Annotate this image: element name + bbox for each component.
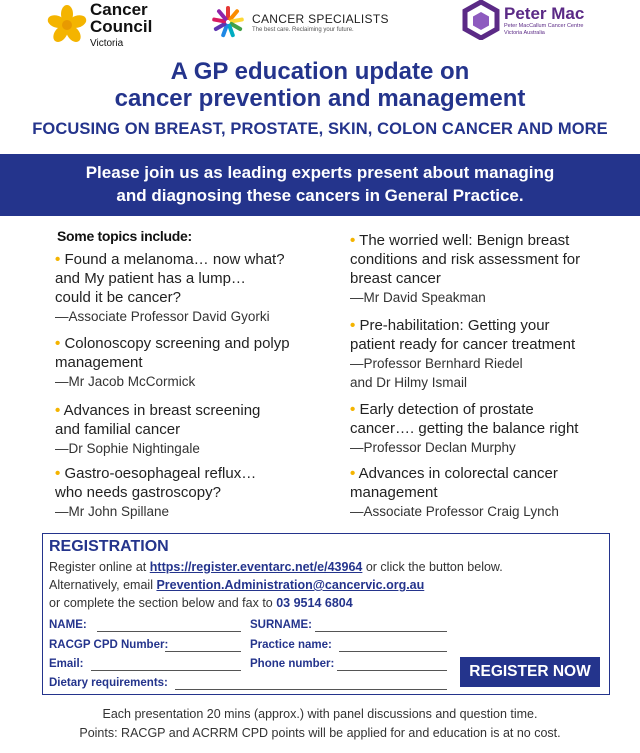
footer-line2: Points: RACGP and ACRRM CPD points will be applied for and education is at no cost. (79, 726, 561, 740)
cancer-specialists-tagline: The best care. Reclaiming your future. (252, 27, 354, 33)
logo-bar (0, 0, 640, 56)
register-now-button[interactable]: REGISTER NOW (460, 657, 600, 687)
invitation-banner (0, 154, 640, 216)
bullet-icon: • (55, 335, 61, 352)
topic-item (55, 250, 285, 326)
topic-line: Found a melanoma… now what? (64, 251, 285, 268)
registration-box (42, 533, 610, 695)
topic-speaker: —Associate Professor Craig Lynch (350, 504, 559, 519)
surname-field[interactable] (315, 631, 447, 632)
dietary-label: Dietary requirements: (49, 677, 168, 689)
registration-fax-line (49, 596, 353, 610)
topic-line: Advances in breast screening (63, 402, 261, 419)
bullet-icon: • (55, 251, 61, 268)
email-prefix: Alternatively, email (49, 578, 157, 592)
topic-line: and My patient has a lump… (55, 270, 246, 287)
topic-item (55, 464, 256, 521)
online-suffix: or click the button below. (362, 560, 503, 574)
topic-line: and familial cancer (55, 421, 181, 438)
peter-mac-name: Peter Mac (504, 4, 585, 23)
topic-item (55, 334, 290, 391)
topic-item (350, 231, 580, 307)
topic-speaker: —Professor Bernhard Riedel (350, 356, 523, 371)
fax-prefix: or complete the section below and fax to (49, 596, 277, 610)
topic-line: The worried well: Benign breast (359, 232, 570, 249)
footer-line1: Each presentation 20 mins (approx.) with panel discussions and question time. (102, 707, 538, 721)
bullet-icon: • (55, 465, 61, 482)
cancer-council-logo (46, 2, 166, 54)
registration-heading: REGISTRATION (49, 538, 169, 555)
peter-mac-logo (462, 0, 602, 44)
fax-number: 03 9514 6804 (276, 596, 353, 610)
cancer-specialists-pinwheel-icon (210, 4, 246, 40)
topic-item (350, 316, 575, 392)
topic-speaker: and Dr Hilmy Ismail (350, 375, 468, 390)
topic-speaker: —Professor Declan Murphy (350, 440, 516, 455)
topic-line: Gastro-oesophageal reflux… (64, 465, 257, 482)
topic-line: who needs gastroscopy? (55, 484, 221, 501)
daffodil-icon (46, 4, 88, 46)
email-field[interactable] (91, 670, 241, 671)
bullet-icon: • (350, 317, 356, 334)
cancer-council-line2: Council (90, 17, 153, 36)
topic-line: Early detection of prostate (359, 401, 534, 418)
peter-mac-line2: Peter MacCallum Cancer Centre (504, 23, 584, 29)
topic-item (350, 400, 578, 457)
topic-item (350, 464, 559, 521)
topic-line: Pre-habilitation: Getting your (359, 317, 550, 334)
practice-field[interactable] (339, 651, 447, 652)
registration-email-link[interactable]: Prevention.Administration@cancervic.org.au (156, 578, 425, 592)
practice-label: Practice name: (250, 639, 332, 651)
topic-line: cancer…. getting the balance right (350, 420, 579, 437)
dietary-field[interactable] (175, 689, 447, 690)
bullet-icon: • (350, 232, 356, 249)
name-label: NAME: (49, 619, 87, 631)
page-subtitle: FOCUSING ON BREAST, PROSTATE, SKIN, COLON CANCER AND MORE (32, 120, 608, 138)
racgp-field[interactable] (165, 651, 241, 652)
topic-line: Colonoscopy screening and polyp (64, 335, 290, 352)
topic-speaker: —Dr Sophie Nightingale (55, 441, 200, 456)
cancer-council-line1: Cancer (90, 0, 148, 19)
topic-item (55, 401, 260, 458)
bullet-icon: • (55, 402, 61, 419)
cancer-specialists-name: CANCER SPECIALISTS (252, 12, 389, 26)
registration-url-link[interactable]: https://register.eventarc.net/e/43964 (149, 560, 363, 574)
topic-line: could it be cancer? (55, 289, 181, 306)
topic-speaker: —Associate Professor David Gyorki (55, 309, 270, 324)
topic-line: management (350, 484, 438, 501)
bullet-icon: • (350, 465, 356, 482)
topics-heading: Some topics include: (57, 228, 192, 244)
peter-mac-line3: Victoria Australia (504, 30, 545, 36)
registration-online-line (49, 560, 503, 574)
phone-label: Phone number: (250, 658, 335, 670)
topic-speaker: —Mr John Spillane (55, 504, 170, 519)
topic-line: management (55, 354, 143, 371)
registration-email-line (49, 578, 424, 592)
bullet-icon: • (350, 401, 356, 418)
name-field[interactable] (97, 631, 241, 632)
peter-mac-hexagon-icon (462, 0, 500, 40)
topic-line: patient ready for cancer treatment (350, 336, 576, 353)
banner-line1: Please join us as leading experts present about managing (85, 163, 555, 182)
topic-line: breast cancer (350, 270, 441, 287)
banner-line2: and diagnosing these cancers in General Practice. (116, 186, 524, 205)
cancer-specialists-logo (210, 4, 389, 44)
cancer-council-line3: Victoria (90, 38, 124, 49)
topic-speaker: —Mr David Speakman (350, 290, 486, 305)
page-title-line2: cancer prevention and management (114, 85, 526, 112)
online-prefix: Register online at (49, 560, 150, 574)
topic-speaker: —Mr Jacob McCormick (55, 374, 196, 389)
topic-line: conditions and risk assessment for (350, 251, 581, 268)
topic-line: Advances in colorectal cancer (358, 465, 558, 482)
email-label: Email: (49, 658, 84, 670)
page-title-line1: A GP education update on (170, 58, 470, 85)
phone-field[interactable] (337, 670, 447, 671)
surname-label: SURNAME: (250, 619, 312, 631)
racgp-label: RACGP CPD Number: (49, 639, 169, 651)
